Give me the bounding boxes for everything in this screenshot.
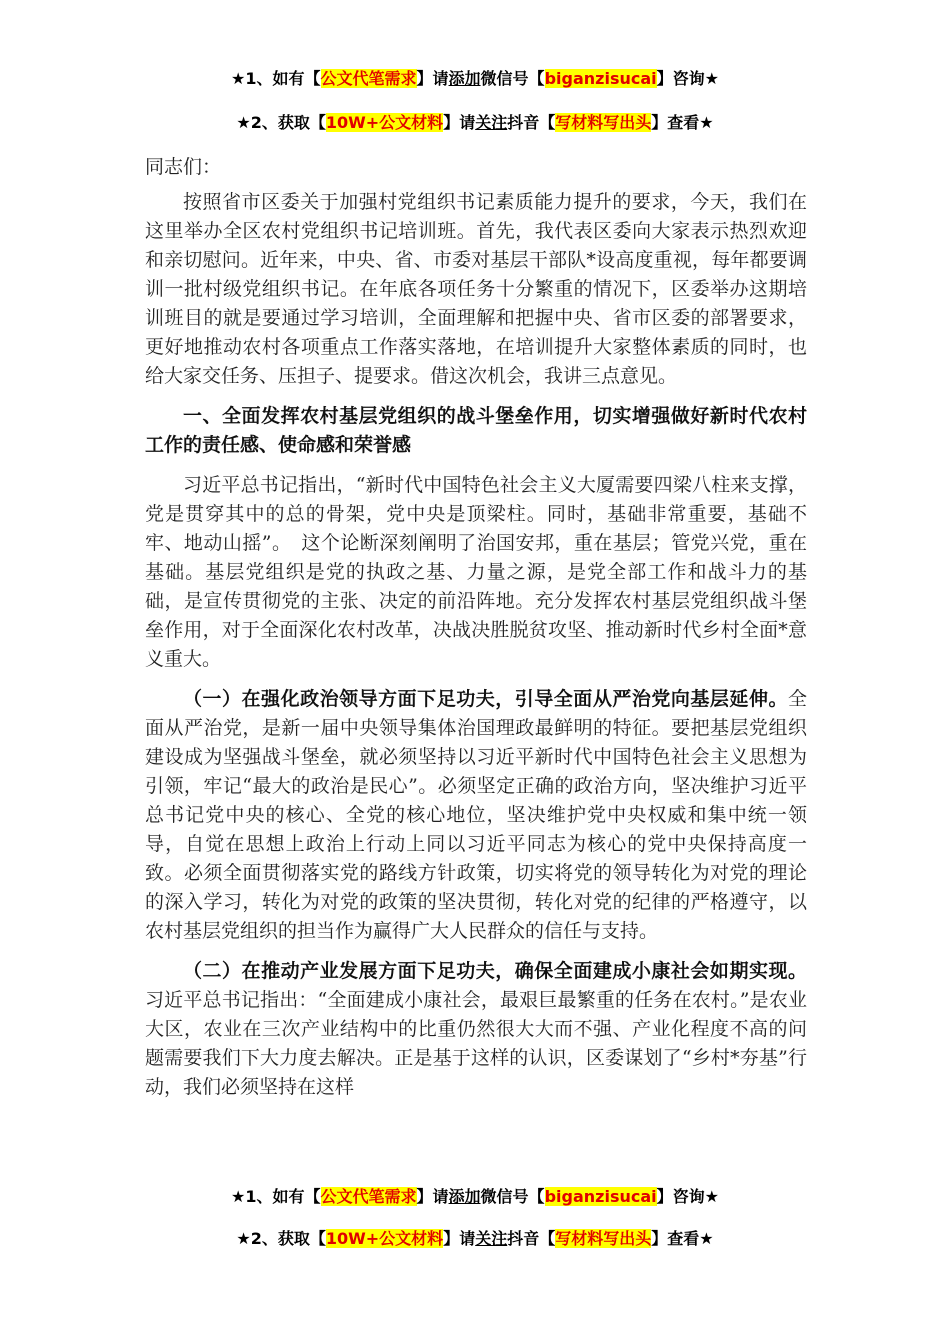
banner-text: 】请 (416, 1187, 449, 1206)
top-banner-line-1 (0, 68, 950, 90)
banner-highlight: 公文代笔需求 (320, 1187, 417, 1206)
banner-text: 】咨询★ (656, 1187, 719, 1206)
banner-highlight: 公文代笔需求 (320, 69, 417, 88)
banner-text: ★1、如有【 (231, 1187, 321, 1206)
banner-underline: 关注 (475, 113, 508, 132)
banner-text: 微信号【 (480, 1187, 545, 1206)
banner-text: ★1、如有【 (231, 69, 321, 88)
banner-text: 抖音【 (507, 113, 556, 132)
banner-underline: 添加 (448, 1187, 481, 1206)
subsection-2-text: 习近平总书记指出：“全面建成小康社会，最艰巨最繁重的任务在农村。”是农业大区，农业在三次产业结构中的比重仍然很大大而不强、产业化程度不高的问题需要我们下大力度去解决。正是基于这样的认识，区委谋划了“乡村*夯基”行动，我们必须坚持在这样 (145, 989, 807, 1098)
subsection-2-lead: （二）在推动产业发展方面下足功夫，确保全面建成小康社会如期实现。 (183, 960, 807, 982)
subsection-1-text: 全面从严治党，是新一届中央领导集体治国理政最鲜明的特征。要把基层党组织建设成为坚强战斗堡垒，就必须坚持以习近平新时代中国特色社会主义思想为引领，牢记“最大的政治是民心”。必须坚定正确的政治方向，坚决维护习近平总书记党中央的核心、全党的核心地位，坚决维护党中央权威和集中统一领导，自觉在思想上政治上行动上同以习近平同志为核心的党中央保持高度一致。必须全面贯彻落实党的路线方针政策，切实将党的领导转化为对党的理论的深入学习，转化为对党的政策的坚决贯彻，转化对党的纪律的严格遵守，以农村基层党组织的担当作为赢得广大人民群众的信任与支持。 (145, 688, 807, 942)
banner-text: 】查看★ (651, 1229, 714, 1248)
banner-text: 】咨询★ (656, 69, 719, 88)
document-body (145, 153, 807, 1113)
banner-text: 】请 (416, 69, 449, 88)
bottom-banner-line-2 (0, 1228, 950, 1250)
banner-text: 】请 (443, 1229, 476, 1248)
top-banner-line-2 (0, 112, 950, 134)
section-heading-1: 一、全面发挥农村基层党组织的战斗堡垒作用，切实增强做好新时代农村工作的责任感、使命感和荣誉感 (145, 405, 807, 456)
banner-highlight: 写材料写出头 (555, 113, 652, 132)
banner-text: 】请 (443, 113, 476, 132)
subsection-1 (145, 685, 807, 946)
subsection-1-lead: （一）在强化政治领导方面下足功夫，引导全面从严治党向基层延伸。 (183, 688, 788, 710)
banner-highlight: 10W+公文材料 (325, 113, 444, 132)
bottom-banner-line-1 (0, 1186, 950, 1208)
banner-highlight: biganzisucai (544, 1187, 657, 1206)
banner-text: 微信号【 (480, 69, 545, 88)
section-1-paragraph: 习近平总书记指出，“新时代中国特色社会主义大厦需要四梁八柱来支撑，党是贯穿其中的总的骨架，党中央是顶梁柱。同时，基础非常重要，基础不牢、地动山摇”。 这个论断深刻阐明了治国安邦，重在基层；管党兴党，重在基础。基层党组织是党的执政之基、力量之源，是党全部工作和战斗力的基础，是宣传贯彻党的主张、决定的前沿阵地。充分发挥农村基层党组织战斗堡垒作用，对于全面深化农村改革，决战决胜脱贫攻坚、推动新时代乡村全面*意义重大。 (145, 474, 807, 670)
subsection-2 (145, 957, 807, 1102)
banner-highlight: biganzisucai (544, 69, 657, 88)
banner-highlight: 10W+公文材料 (325, 1229, 444, 1248)
banner-text: ★2、获取【 (236, 1229, 326, 1248)
banner-text: ★2、获取【 (236, 113, 326, 132)
banner-text: 】查看★ (651, 113, 714, 132)
banner-highlight: 写材料写出头 (555, 1229, 652, 1248)
intro-paragraph: 按照省市区委关于加强村党组织书记素质能力提升的要求，今天，我们在这里举办全区农村党组织书记培训班。首先，我代表区委向大家表示热烈欢迎和亲切慰问。近年来，中央、省、市委对基层干部队*设高度重视，每年都要调训一批村级党组织书记。在年底各项任务十分繁重的情况下，区委举办这期培训班目的就是要通过学习培训，全面理解和把握中央、省市区委的部署要求，更好地推动农村各项重点工作落实落地，在培训提升大家整体素质的同时，也给大家交任务、压担子、提要求。借这次机会，我讲三点意见。 (145, 191, 807, 387)
banner-text: 抖音【 (507, 1229, 556, 1248)
banner-underline: 关注 (475, 1229, 508, 1248)
banner-underline: 添加 (448, 69, 481, 88)
salutation: 同志们： (145, 156, 222, 178)
